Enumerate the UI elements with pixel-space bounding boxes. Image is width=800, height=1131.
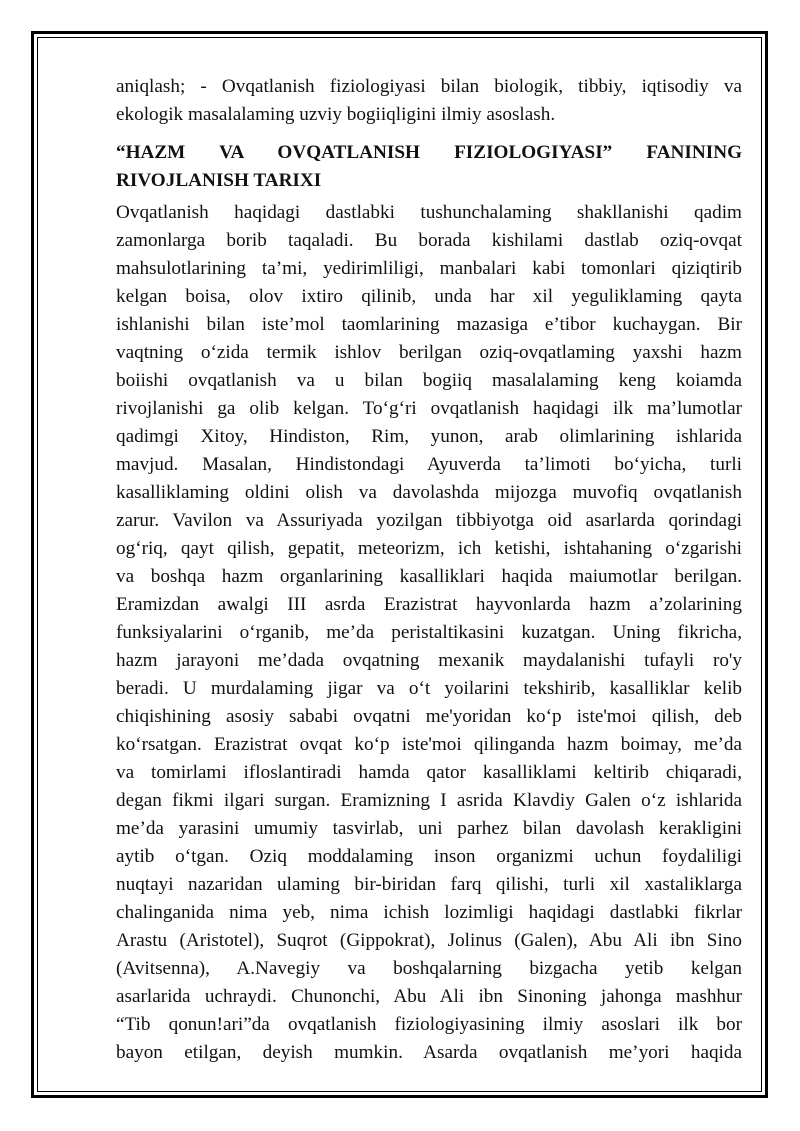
page-content (116, 73, 742, 1067)
heading-line: “HAZM VA OVQATLANISH FIZIOLOGIYASI” FANINING (116, 142, 742, 163)
body-line: Eramizdan awalgi III asrda Erazistrat hayvonlarda hazm a’zolarining (116, 594, 742, 615)
body-line: rivojlanishi ga olib kelgan. To‘g‘ri ovqatlanish haqidagi ilk ma’lumotlar (116, 398, 742, 419)
body-line: zarur. Vavilon va Assuriyada yozilgan tibbiyotga oid asarlarda qorindagi (116, 510, 742, 531)
body-line: Ovqatlanish haqidagi dastlabki tushunchalaming shakllanishi qadim (116, 202, 742, 223)
body-line: asarlarida uchraydi. Chunonchi, Abu Ali ibn Sinoning jahonga mashhur (116, 986, 742, 1007)
body-line: ishlanishi bilan iste’mol taomlarining mazasiga e’tibor kuchaygan. Bir (116, 314, 742, 335)
body-line: kelgan boisa, olov ixtiro qilinib, unda har xil yeguliklaming qayta (116, 286, 742, 307)
body-line: boiishi ovqatlanish va u bilan bogiiq masalalaming keng koiamda (116, 370, 742, 391)
body-line: chiqishining asosiy sababi ovqatni me'yoridan ko‘p iste'moi qilish, deb (116, 706, 742, 727)
body-line: Arastu (Aristotel), Suqrot (Gippokrat), Jolinus (Galen), Abu Ali ibn Sino (116, 930, 742, 951)
body-line: aytib o‘tgan. Oziq moddalaming inson organizmi uchun foydaliligi (116, 846, 742, 867)
body-line: me’da yarasini umumiy tasvirlab, uni parhez bilan davolash kerakligini (116, 818, 742, 839)
body-line: hazm jarayoni me’dada ovqatning mexanik maydalanishi tufayli ro'y (116, 650, 742, 671)
section-heading (116, 139, 742, 195)
body-line: nuqtayi nazaridan ulaming bir-biridan farq qilishi, turli xil xastaliklarga (116, 874, 742, 895)
heading-line: RIVOJLANISH TARIXI (116, 170, 322, 191)
body-line: funksiyalarini o‘rganib, me’da peristaltikasini kuzatgan. Uning fikricha, (116, 622, 742, 643)
body-line: “Tib qonun!ari”da ovqatlanish fiziologiyasining ilmiy asoslari ilk bor (116, 1014, 742, 1035)
body-line: mahsulotlarining ta’mi, yedirimliligi, manbalari kabi tomonlari qiziqtirib (116, 258, 742, 279)
body-line: bayon etilgan, deyish mumkin. Asarda ovqatlanish me’yori haqida (116, 1042, 742, 1063)
body-line: zamonlarga borib taqaladi. Bu borada kishilami dastlab oziq-ovqat (116, 230, 742, 251)
intro-line: aniqlash; - Ovqatlanish fiziologiyasi bilan biologik, tibbiy, iqtisodiy va (116, 76, 742, 97)
body-line: (Avitsenna), A.Navegiy va boshqalarning bizgacha yetib kelgan (116, 958, 742, 979)
body-line: va boshqa hazm organlarining kasalliklari haqida maiumotlar berilgan. (116, 566, 742, 587)
body-line: degan fikmi ilgari surgan. Eramizning I asrida Klavdiy Galen o‘z ishlarida (116, 790, 742, 811)
body-line: og‘riq, qayt qilish, gepatit, meteorizm, ich ketishi, ishtahaning o‘zgarishi (116, 538, 742, 559)
body-line: ko‘rsatgan. Erazistrat ovqat ko‘p iste'moi qilinganda hazm boimay, me’da (116, 734, 742, 755)
body-line: beradi. U murdalaming jigar va o‘t yoilarini tekshirib, kasalliklar kelib (116, 678, 742, 699)
body-line: mavjud. Masalan, Hindistondagi Ayuverda ta’limoti bo‘yicha, turli (116, 454, 742, 475)
intro-line: ekologik masalalaming uzviy bogiiqligini ilmiy asoslash. (116, 104, 556, 125)
body-line: vaqtning o‘zida termik ishlov berilgan oziq-ovqatlaming yaxshi hazm (116, 342, 742, 363)
body-paragraph (116, 199, 742, 1067)
body-line: va tomirlami ifloslantiradi hamda qator kasalliklami keltirib chiqaradi, (116, 762, 742, 783)
body-line: qadimgi Xitoy, Hindiston, Rim, yunon, arab olimlarining ishlarida (116, 426, 742, 447)
intro-paragraph (116, 73, 742, 129)
body-line: chalinganida nima yeb, nima ichish lozimligi haqidagi dastlabki fikrlar (116, 902, 742, 923)
body-line: kasalliklaming oldini olish va davolashda mijozga muvofiq ovqatlanish (116, 482, 742, 503)
